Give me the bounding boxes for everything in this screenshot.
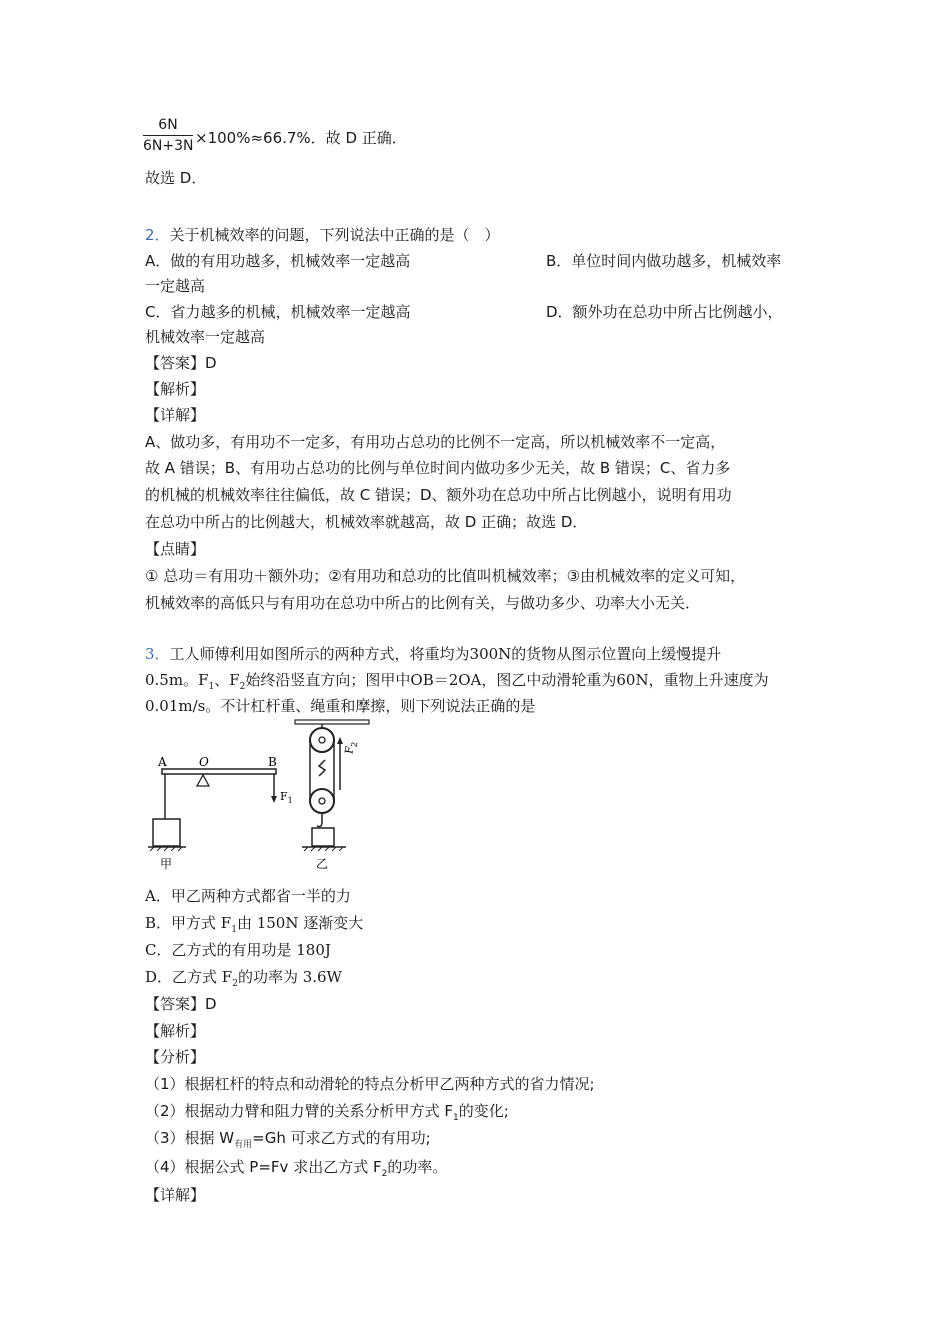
q2-number: 2．	[145, 226, 170, 244]
q3-detail-label: 【详解】	[145, 1186, 206, 1204]
q3-s2-sub1: 1	[208, 682, 215, 692]
q2-detail-label: 【详解】	[145, 406, 206, 424]
q3-analyze-line3	[145, 1128, 431, 1155]
q3-a4-part1: （4）根据公式 P=Fv 求出乙方式 F	[145, 1158, 382, 1176]
q3-answer: 【答案】D	[145, 995, 217, 1013]
q2-stem-text: 关于机械效率的问题，下列说法中正确的是（ ）	[169, 226, 500, 244]
q3-a3-sub: 有用	[234, 1140, 253, 1150]
lever-bar	[162, 769, 276, 774]
q3-analyze-line2	[145, 1101, 509, 1128]
arrow-f2-head	[337, 737, 343, 744]
q2-option-d-line2: 机械效率一定越高	[145, 328, 266, 346]
q3-stem-line1	[145, 644, 721, 664]
q3-s2-part2: 、F	[214, 671, 240, 689]
q3-analysis-label: 【解析】	[145, 1022, 206, 1040]
q2-option-d-line1: D．额外功在总功中所占比例越小，	[546, 303, 783, 321]
q2-option-b-line1: B．单位时间内做功越多，机械效率	[546, 252, 782, 270]
q2-stem	[145, 225, 500, 245]
fixed-pulley-axle	[319, 737, 325, 743]
q3-a3-part2: =Gh 可求乙方式的有用功;	[252, 1129, 431, 1147]
q3-a4-part2: 的功率。	[387, 1158, 448, 1176]
q3-analyze-label: 【分析】	[145, 1048, 206, 1066]
q2-answer: 【答案】D	[145, 354, 217, 372]
fraction-bar	[143, 135, 193, 136]
fraction-denominator: 6N+3N	[143, 138, 194, 154]
q2-detail-line2: 故 A 错误；B、有用功占总功的比例与单位时间内做功多少无关，故 B 错误；C、省力多	[145, 459, 731, 477]
label-f1: $F_1$	[280, 790, 293, 805]
q3-a2-sub: 1	[452, 1113, 459, 1123]
q3-analyze-line1: （1）根据杠杆的特点和动滑轮的特点分析甲乙两种方式的省力情况;	[145, 1075, 595, 1093]
q3-stem-line2	[145, 670, 769, 697]
q3-option-c: C．乙方式的有用功是 180J	[145, 941, 331, 959]
q3-optd-sub: 2	[232, 979, 238, 989]
q2-detail-line1: A、做功多，有用功不一定多，有用功占总功的比例不一定高，所以机械效率不一定高，	[145, 433, 726, 451]
q3-a4-sub: 2	[381, 1169, 388, 1179]
ceiling	[295, 720, 369, 724]
q3-stem-text: 工人师傅利用如图所示的两种方式，将重均为300N的货物从图示位置向上缓慢提升	[169, 645, 722, 663]
q3-optd-part1: D．乙方式 F	[145, 968, 233, 986]
weight-box-yi	[312, 828, 334, 846]
q2-detail-line4: 在总功中所占的比例越大，机械效率就越高，故 D 正确；故选 D．	[145, 513, 588, 531]
arrow-f1-head	[271, 796, 277, 803]
fraction	[143, 116, 193, 155]
fixed-pulley	[310, 728, 334, 752]
q3-a2-part1: （2）根据动力臂和阻力臂的关系分析甲方式 F	[145, 1102, 453, 1120]
q3-option-a: A．甲乙两种方式都省一半的力	[145, 887, 351, 905]
efficiency-result: ×100%≈66.7%．故 D 正确．	[195, 129, 407, 147]
q3-s2-part1: 0.5m。F	[145, 671, 209, 689]
q2-option-c: C．省力越多的机械，机械效率一定越高	[145, 303, 411, 321]
q3-s2-part3: 始终沿竖直方向；图甲中OB＝2OA，图乙中动滑轮重为60N，重物上升速度为	[245, 671, 769, 689]
q3-optb-part1: B．甲方式 F	[145, 914, 232, 932]
q2-tip-line2: 机械效率的高低只与有用功在总功中所占的比例有关，与做功多少、功率大小无关．	[145, 594, 701, 612]
q2-tip-label: 【点睛】	[145, 540, 206, 558]
label-jia: 甲	[160, 857, 173, 871]
label-f2: $F_2$	[342, 741, 360, 755]
q3-stem-line3: 0.01m/s。不计杠杆重、绳重和摩擦，则下列说法正确的是	[145, 697, 536, 715]
weight-box-jia	[153, 819, 180, 846]
fulcrum-triangle	[197, 775, 209, 786]
label-yi: 乙	[316, 857, 329, 871]
q3-optd-part2: 的功率为 3.6W	[237, 968, 342, 986]
q3-option-b	[145, 913, 363, 940]
q2-tip-line1: ① 总功＝有用功＋额外功；②有用功和总功的比值叫机械效率；③由机械效率的定义可知，	[145, 567, 746, 585]
q3-number: 3．	[145, 645, 170, 663]
q3-optb-part2: 由 150N 逐渐变大	[236, 914, 364, 932]
fraction-numerator: 6N	[158, 117, 178, 133]
label-b: B	[268, 755, 277, 769]
movable-pulley-axle	[319, 798, 325, 804]
choose-d-line: 故选 D．	[145, 169, 207, 187]
q3-optb-sub: 1	[231, 925, 237, 935]
pulley-hook	[317, 813, 322, 827]
lever-pulley-figure	[140, 718, 380, 876]
q3-s2-sub2: 2	[239, 682, 246, 692]
q2-option-b-line2: 一定越高	[145, 277, 206, 295]
q3-a3-part1: （3）根据 W	[145, 1129, 235, 1147]
q2-detail-line3: 的机械的机械效率往往偏低，故 C 错误；D、额外功在总功中所占比例越小，说明有用功	[145, 486, 732, 504]
q2-option-a: A．做的有用功越多，机械效率一定越高	[145, 252, 411, 270]
q3-a2-part2: 的变化;	[458, 1102, 509, 1120]
label-a: A	[158, 755, 167, 769]
q2-analysis-label: 【解析】	[145, 380, 206, 398]
rope-zigzag	[319, 760, 325, 776]
q3-analyze-line4	[145, 1157, 447, 1184]
q3-option-d	[145, 967, 342, 994]
movable-pulley	[310, 789, 334, 813]
label-o: O	[199, 755, 209, 769]
